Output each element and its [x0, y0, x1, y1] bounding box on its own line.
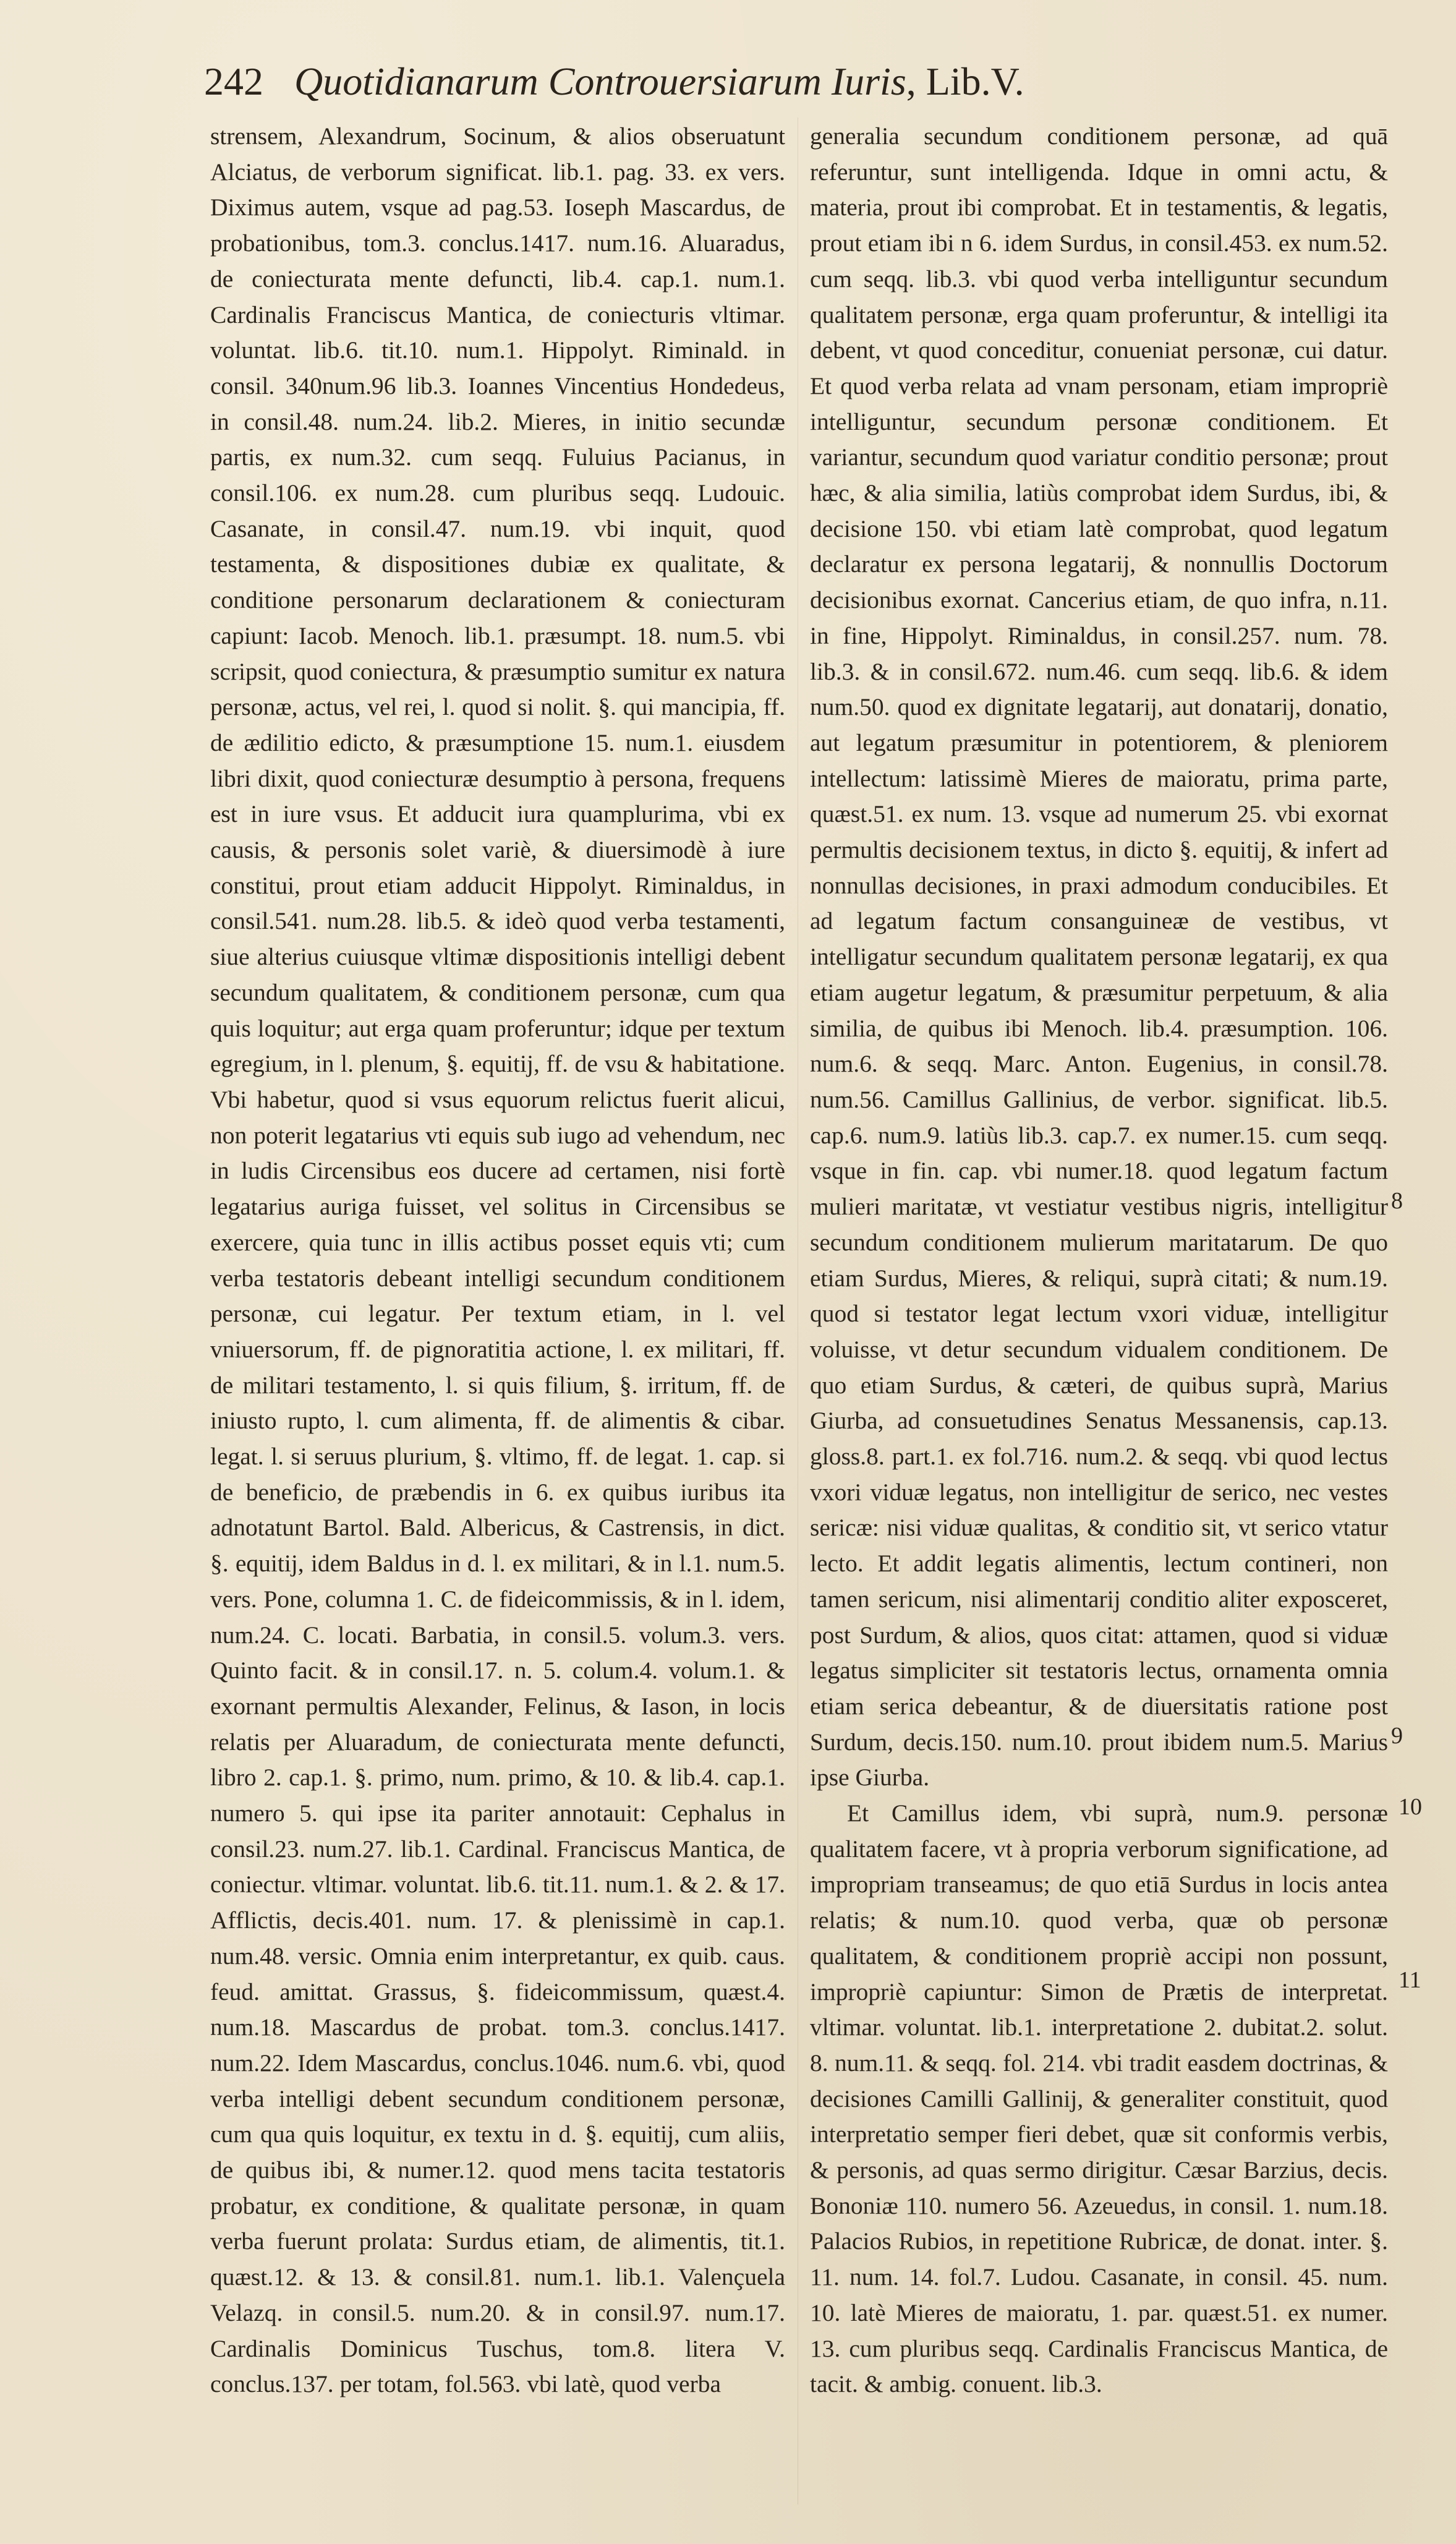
- left-column: [210, 119, 785, 2518]
- running-title: Quotidianarum Controuersiarum Iuris: [294, 59, 906, 103]
- margin-number: 8: [1391, 1188, 1403, 1214]
- margin-number: 10: [1399, 1794, 1422, 1820]
- right-paragraph-1: generalia secundum conditionem personæ, ad quā referuntur, sunt intelligenda. Idque in omni actu, & materia, prout ibi comprobat. Et in testamentis, & legatis, prout etiam ibi n 6. idem Surdus, in consil.453. ex num.52. cum seqq. lib.3. vbi quod verba intelliguntur secundum qualitatem personæ, erga quam proferuntur, & intelligi ita debent, vt quod conceditur, conueniat personæ, cui datur. Et quod verba relata ad vnam personam, etiam impropriè intelliguntur, secundum personæ conditionem. Et variantur, secundum quod variatur conditio personæ; prout hæc, & alia similia, latiùs comprobat idem Surdus, ibi, & decisione 150. vbi etiam latè comprobat, quod legatum declaratur ex persona legatarij, & nonnullis Doctorum decisionibus exornat. Cancerius etiam, de quo infra, n.11. in fine, Hippolyt. Riminaldus, in consil.257. num. 78. lib.3. & in consil.672. num.46. cum seqq. lib.6. & idem num.50. quod ex dignitate legatarij, aut donatarij, donatio, aut legatum præsumitur in potentiorem, & pleniorem intellectum: latissimè Mieres de maioratu, prima parte, quæst.51. ex num. 13. vsque ad numerum 25. vbi exornat permultis decisionem textus, in dicto §. equitij, & infert ad nonnullas decisiones, in praxi admodum conducibiles. Et ad legatum factum consanguineæ de vestibus, vt intelligatur secundum qualitatem personæ legatarij, ex qua etiam augetur legatum, & præsumitur perpetuum, & alia similia, de quibus ibi Menoch. lib.4. præsumption. 106. num.6. & seqq. Marc. Anton. Eugenius, in consil.78. num.56. Camillus Gallinius, de verbor. significat. lib.5. cap.6. num.9. latiùs lib.3. cap.7. ex numer.15. cum seqq. vsque in fin. cap. vbi numer.18. quod legatum factum mulieri maritatæ, vt vestiatur vestibus nigris, intelligitur secundum conditionem mulierum maritatarum. De quo etiam Surdus, Mieres, & reliqui, suprà citati; & num.19. quod si testator legat lectum vxori viduæ, intelligitur voluisse, vt detur secundum vidualem conditionem. De quo etiam Surdus, & cæteri, de quibus suprà, Marius Giurba, ad consuetudines Senatus Messanensis, cap.13. gloss.8. part.1. ex fol.716. num.2. & seqq. vbi quod lectus vxori viduæ legatus, non intelligitur de serico, nec vestes sericæ: nisi viduæ qualitas, & conditio sit, vt serico vtatur lecto. Et addit legatis alimentis, lectum contineri, non tamen sericum, nisi alimentarij conditio aliter exposceret, post Surdum, & alios, quos citat: attamen, quod si viduæ legatus simpliciter sit testatoris lectus, ornamenta omnia etiam serica debeantur, & de diuersitatis ratione post Surdum, decis.150. num.10. prout ibidem num.5. Marius ipse Giurba.: [810, 122, 1388, 1791]
- page-header: [204, 59, 1193, 114]
- left-column-text: strensem, Alexandrum, Socinum, & alios obseruatunt Alciatus, de verborum significat. lib.1. pag. 33. ex vers. Diximus autem, vsque ad pag.53. Ioseph Mascardus, de probationibus, tom.3. conclus.1417. num.16. Aluaradus, de coniecturata mente defuncti, lib.4. cap.1. num.1. Cardinalis Franciscus Mantica, de coniecturis vltimar. voluntat. lib.6. tit.10. num.1. Hippolyt. Riminald. in consil. 340num.96 lib.3. Ioannes Vincentius Hondedeus, in consil.48. num.24. lib.2. Mieres, in initio secundæ partis, ex num.32. cum seqq. Fuluius Pacianus, in consil.106. ex num.28. cum pluribus seqq. Ludouic. Casanate, in consil.47. num.19. vbi inquit, quod testamenta, & dispositiones dubiæ ex qualitate, & conditione personarum declarationem & coniecturam capiunt: Iacob. Menoch. lib.1. præsumpt. 18. num.5. vbi scripsit, quod coniectura, & præsumptio sumitur ex natura personæ, actus, vel rei, l. quod si nolit. §. qui mancipia, ff. de ædilitio edicto, & præsumptione 15. num.1. eiusdem libri dixit, quod coniecturæ desumptio à persona, frequens est in iure vsus. Et adducit iura quamplurima, vbi ex causis, & personis solet variè, & diuersimodè à iure constitui, prout etiam adducit Hippolyt. Riminaldus, in consil.541. num.28. lib.5. & ideò quod verba testamenti, siue alterius cuiusque vltimæ dispositionis intelligi debent secundum qualitatem, & conditionem personæ, cum qua quis loquitur; aut erga quam proferuntur; idque per textum egregium, in l. plenum, §. equitij, ff. de vsu & habitatione. Vbi habetur, quod si vsus equorum relictus fuerit alicui, non poterit legatarius vti equis sub iugo ad vehendum, nec in ludis Circensibus eos ducere ad certamen, nisi fortè legatarius auriga fuisset, vel solitus in Circensibus se exercere, quia tunc in illis actibus posset equis vti; cum verba testatoris debeant intelligi secundum conditionem personæ, cui legatur. Per textum etiam, in l. vel vniuersorum, ff. de pignoratitia actione, l. ex militari, ff. de militari testamento, l. si quis filium, §. irritum, ff. de iniusto rupto, l. cum alimenta, ff. de alimentis & cibar. legat. l. si seruus plurium, §. vltimo, ff. de legat. 1. cap. si de beneficio, de præbendis in 6. ex quibus iuribus ita adnotatunt Bartol. Bald. Albericus, & Castrensis, in dict. §. equitij, idem Baldus in d. l. ex militari, & in l.1. num.5. vers. Pone, columna 1. C. de fideicommissis, & in l. idem, num.24. C. locati. Barbatia, in consil.5. volum.3. vers. Quinto facit. & in consil.17. n. 5. colum.4. volum.1. & exornant permultis Alexander, Felinus, & Iason, in locis relatis per Aluaradum, de coniecturata mente defuncti, libro 2. cap.1. §. primo, num. primo, & 10. & lib.4. cap.1. numero 5. qui ipse ita pariter annotauit: Cephalus in consil.23. num.27. lib.1. Cardinal. Franciscus Mantica, de coniectur. vltimar. voluntat. lib.6. tit.11. num.1. & 2. & 17. Afflictis, decis.401. num. 17. & plenissimè in cap.1. num.48. versic. Omnia enim interpretantur, ex quib. caus. feud. amittat. Grassus, §. fideicommissum, quæst.4. num.18. Mascardus de probat. tom.3. conclus.1417. num.22. Idem Mascardus, conclus.1046. num.6. vbi, quod verba intelligi debent secundum conditionem personæ, cum qua quis loquitur, ex textu in d. §. equitij, cum aliis, de quibus ibi, & numer.12. quod mens tacita testatoris probatur, ex conditione, & qualitate personæ, in quam verba fuerunt prolata: Surdus etiam, de alimentis, tit.1. quæst.12. & 13. & consil.81. num.1. lib.1. Valençuela Velazq. in consil.5. num.20. & in consil.97. num.17. Cardinalis Dominicus Tuschus, tom.8. litera V. conclus.137. per totam, fol.563. vbi latè, quod verba: [210, 122, 785, 2398]
- book-number: , Lib.V.: [906, 59, 1024, 103]
- right-paragraph-2: Et Camillus idem, vbi suprà, num.9. personæ qualitatem facere, vt à propria verborum significatione, ad impropriam transeamus; de quo etiā Surdus in locis antea relatis; & num.10. quod verba, quæ ob personæ qualitatem, & conditionem propriè accipi non possunt, impropriè capiuntur: Simon de Prætis de interpretat. vltimar. voluntat. lib.1. interpretatione 2. dubitat.2. solut. 8. num.11. & seqq. fol. 214. vbi tradit easdem doctrinas, & decisiones Camilli Gallinij, & generaliter constituit, quod interpretatio semper fieri debet, quæ sit conformis verbis, & personis, ad quas sermo dirigitur. Cæsar Barzius, decis. Bononiæ 110. numero 56. Azeuedus, in consil. 1. num.18. Palacios Rubios, in repetitione Rubricæ, de donat. inter. §. 11. num. 14. fol.7. Ludou. Casanate, in consil. 45. num. 10. latè Mieres de maioratu, 1. par. quæst.51. ex numer. 13. cum pluribus seqq. Cardinalis Franciscus Mantica, de tacit. & ambig. conuent. lib.3.: [810, 1799, 1388, 2398]
- page-number: 242: [204, 59, 263, 103]
- right-column: [810, 119, 1388, 2518]
- margin-number: 9: [1391, 1723, 1403, 1749]
- margin-number: 11: [1399, 1967, 1421, 1993]
